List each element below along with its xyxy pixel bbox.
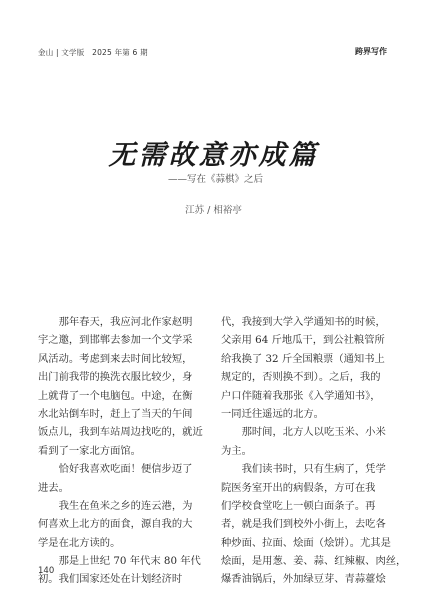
publication-info: 金山 | 文学版 2025 年第 6 期 — [38, 48, 148, 57]
text-line: 代，我接到大学入学通知书的时候， — [221, 316, 386, 328]
text-line: 们学校食堂吃上一顿白面条子。再 — [221, 499, 376, 512]
text-line: 风活动。考虑到来去时间比较短， — [38, 352, 193, 365]
text-line: 水北站倒车时，赶上了当天的午间 — [38, 407, 193, 420]
text-line: 那年春天，我应河北作家赵明 — [38, 316, 193, 328]
text-line: 为主。 — [221, 444, 252, 457]
text-line: 初。我们国家还处在计划经济时 — [38, 573, 183, 586]
text-line: 给我换了 32 斤全国粮票（通知书上 — [221, 352, 385, 365]
text-line: 烩面，是用葱、姜、蒜、红辣椒、肉丝， — [221, 555, 407, 568]
text-line: 我生在鱼米之乡的连云港，为 — [38, 499, 193, 512]
text-line: 宇之邀，到邯郸去参加一个文学采 — [38, 334, 193, 347]
text-line: 我们读书时，只有生病了，凭学 — [221, 463, 386, 476]
text-line: 上就背了一个电脑包。中途，在衡 — [38, 389, 193, 402]
text-line: 一同迁往遥远的北方。 — [221, 407, 324, 420]
page-number: 140 — [38, 566, 55, 576]
text-line: 院医务室开出的病假条，方可在我 — [221, 481, 376, 494]
article-subtitle: ——写在《蒜棋》之后 — [168, 174, 264, 185]
text-line: 出门前我带的换洗衣服比较少，身 — [38, 371, 193, 384]
text-line: 父亲用 64 斤地瓜干，到公社粮管所 — [221, 334, 385, 347]
text-line: 那时间，北方人以吃玉米、小米 — [221, 426, 386, 439]
article-title: 无需故意亦成篇 — [108, 140, 319, 171]
left-column — [38, 313, 208, 589]
section-label: 跨界写作 — [355, 47, 387, 56]
article-author: 江苏 / 相裕亭 — [185, 205, 242, 216]
text-line: 进去。 — [38, 481, 69, 494]
text-line: 学是在北方读的。 — [38, 536, 121, 549]
text-line: 看到了一家北方面馆。 — [38, 444, 141, 457]
text-line: 户口伴随着我那张《入学通知书》， — [221, 389, 381, 402]
text-line: 者，就是我们到校外小街上，去吃各 — [221, 518, 386, 531]
right-column — [221, 313, 407, 589]
text-line: 那是上世纪 70 年代末 80 年代 — [38, 555, 201, 568]
text-line: 种炒面、拉面、烩面（烩饼）。尤其是 — [221, 536, 391, 549]
text-line: 规定的，否则换不到）。之后，我的 — [221, 371, 381, 384]
text-line: 何喜欢上北方的面食，源自我的大 — [38, 518, 193, 531]
text-line: 恰好我喜欢吃面！便信步迈了 — [38, 463, 193, 476]
text-line: 饭点儿，我到车站周边找吃的，就近 — [38, 426, 203, 439]
text-line: 爆香油锅后，外加绿豆芽、青蒜薹烩 — [221, 573, 386, 586]
